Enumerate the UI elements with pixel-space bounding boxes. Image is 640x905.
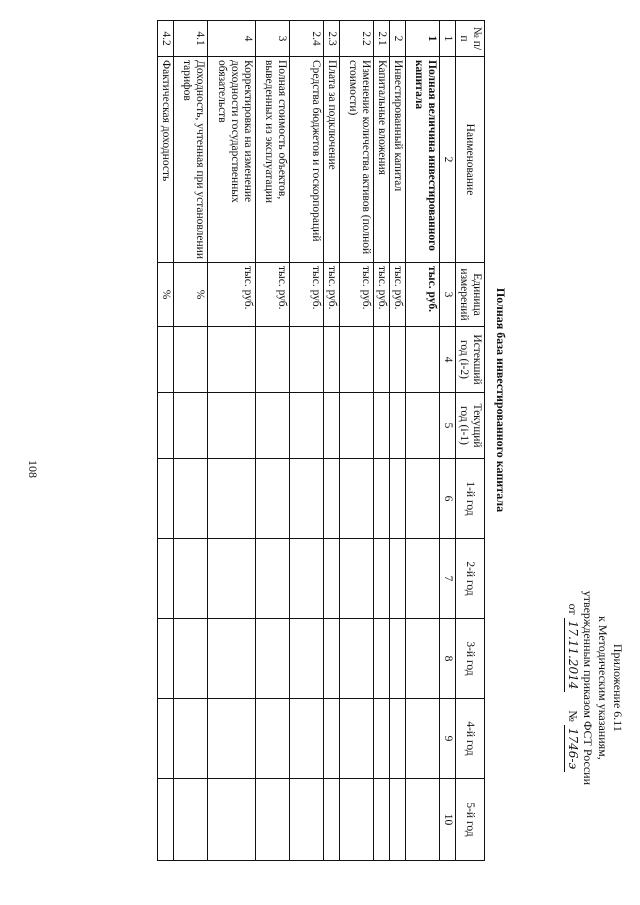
empty-cell	[208, 539, 256, 619]
row-name: Инвестированный капитал	[390, 57, 406, 263]
empty-cell	[406, 779, 440, 861]
empty-cell	[406, 619, 440, 699]
empty-cell	[208, 327, 256, 393]
empty-cell	[374, 393, 390, 459]
row-unit: тыс. руб.	[208, 263, 256, 327]
row-name: Капитальные вложения	[374, 57, 390, 263]
empty-cell	[374, 619, 390, 699]
appendix-date-line	[564, 591, 580, 785]
empty-cell	[174, 393, 208, 459]
header-year-2: 2-й год	[456, 539, 485, 619]
empty-cell	[208, 393, 256, 459]
empty-cell	[290, 393, 324, 459]
empty-cell	[290, 619, 324, 699]
row-unit: %	[174, 263, 208, 327]
empty-cell	[290, 699, 324, 779]
empty-cell	[340, 699, 374, 779]
empty-cell	[256, 539, 290, 619]
row-number: 4.1	[174, 21, 208, 57]
empty-cell	[158, 779, 174, 861]
table-title: Полная база инвестированного капитала	[494, 287, 508, 513]
header-prev-year: Истекший год (i-2)	[456, 327, 485, 393]
empty-cell	[208, 779, 256, 861]
empty-cell	[290, 459, 324, 539]
number-prefix: №	[566, 710, 580, 722]
table-row	[324, 21, 340, 861]
header-name: Наименование	[456, 57, 485, 263]
row-number: 2.4	[290, 21, 324, 57]
row-number: 3	[256, 21, 290, 57]
date-value: 17.11.2014	[564, 618, 580, 693]
empty-cell	[406, 539, 440, 619]
row-unit: %	[158, 263, 174, 327]
date-prefix: от	[566, 603, 580, 615]
empty-cell	[256, 779, 290, 861]
empty-cell	[374, 779, 390, 861]
empty-cell	[406, 459, 440, 539]
empty-cell	[340, 779, 374, 861]
col-number: 10	[440, 779, 456, 861]
empty-cell	[324, 393, 340, 459]
table-row	[158, 21, 174, 861]
empty-cell	[406, 327, 440, 393]
column-number-row	[440, 21, 456, 861]
row-name: Полная стоимость объектов, выведенных из эксплуатации	[256, 57, 290, 263]
col-number: 8	[440, 619, 456, 699]
empty-cell	[324, 539, 340, 619]
empty-cell	[174, 327, 208, 393]
header-current-year: Текущий год (i-1)	[456, 393, 485, 459]
empty-cell	[174, 619, 208, 699]
empty-cell	[390, 459, 406, 539]
empty-cell	[340, 619, 374, 699]
empty-cell	[324, 619, 340, 699]
col-number: 6	[440, 459, 456, 539]
empty-cell	[324, 779, 340, 861]
col-number: 9	[440, 699, 456, 779]
header-year-1: 1-й год	[456, 459, 485, 539]
row-name: Полная величина инвестированного капитала	[406, 57, 440, 263]
empty-cell	[374, 539, 390, 619]
header-n: № п/п	[456, 21, 485, 57]
empty-cell	[324, 459, 340, 539]
empty-cell	[256, 327, 290, 393]
row-number: 1	[406, 21, 440, 57]
row-unit: тыс. руб.	[374, 263, 390, 327]
empty-cell	[340, 459, 374, 539]
number-value: 1746-э	[564, 725, 580, 772]
header-year-4: 4-й год	[456, 699, 485, 779]
empty-cell	[290, 327, 324, 393]
row-number: 4.2	[158, 21, 174, 57]
table-row	[374, 21, 390, 861]
empty-cell	[174, 779, 208, 861]
row-name: Доходность, учтенная при установлении тарифов	[174, 57, 208, 263]
header-year-5: 5-й год	[456, 779, 485, 861]
empty-cell	[256, 619, 290, 699]
empty-cell	[324, 699, 340, 779]
empty-cell	[174, 459, 208, 539]
row-name: Корректировка на изменение доходности государственных обязательств	[208, 57, 256, 263]
header-unit: Единица измерений	[456, 263, 485, 327]
row-unit: тыс. руб.	[340, 263, 374, 327]
table-row	[390, 21, 406, 861]
empty-cell	[256, 699, 290, 779]
empty-cell	[406, 699, 440, 779]
empty-cell	[158, 393, 174, 459]
empty-cell	[340, 539, 374, 619]
col-number: 4	[440, 327, 456, 393]
empty-cell	[256, 459, 290, 539]
col-number: 7	[440, 539, 456, 619]
row-number: 2.1	[374, 21, 390, 57]
table-row	[256, 21, 290, 861]
empty-cell	[158, 619, 174, 699]
appendix-line: Приложение 6.11	[611, 643, 625, 732]
row-unit: тыс. руб.	[256, 263, 290, 327]
empty-cell	[158, 699, 174, 779]
empty-cell	[208, 699, 256, 779]
row-number: 2	[390, 21, 406, 57]
row-name: Изменение количества активов (полной стоимости)	[340, 57, 374, 263]
empty-cell	[406, 393, 440, 459]
empty-cell	[290, 539, 324, 619]
empty-cell	[324, 327, 340, 393]
row-name: Плата за подключение	[324, 57, 340, 263]
empty-cell	[374, 459, 390, 539]
empty-cell	[390, 699, 406, 779]
appendix-line: к Методическим указаниям,	[596, 616, 610, 760]
col-number: 3	[440, 263, 456, 327]
row-number: 2.3	[324, 21, 340, 57]
empty-cell	[208, 619, 256, 699]
table-row	[290, 21, 324, 861]
page-number: 108	[26, 460, 40, 478]
row-unit: тыс. руб.	[390, 263, 406, 327]
row-number: 2.2	[340, 21, 374, 57]
empty-cell	[390, 327, 406, 393]
col-number: 1	[440, 21, 456, 57]
row-unit: тыс. руб.	[290, 263, 324, 327]
table-row	[406, 21, 440, 861]
empty-cell	[390, 619, 406, 699]
empty-cell	[374, 327, 390, 393]
rotated-page-content	[5, 20, 625, 880]
empty-cell	[158, 327, 174, 393]
capital-table	[157, 20, 485, 861]
empty-cell	[174, 539, 208, 619]
header-year-3: 3-й год	[456, 619, 485, 699]
empty-cell	[158, 459, 174, 539]
table-row	[340, 21, 374, 861]
row-name: Средства бюджетов и госкорпораций	[290, 57, 324, 263]
appendix-line: утвержденным приказом ФСТ России	[581, 590, 595, 785]
col-number: 5	[440, 393, 456, 459]
row-unit: тыс. руб.	[324, 263, 340, 327]
empty-cell	[158, 539, 174, 619]
col-number: 2	[440, 57, 456, 263]
appendix-block	[564, 591, 625, 785]
empty-cell	[174, 699, 208, 779]
empty-cell	[390, 539, 406, 619]
header-row	[456, 21, 485, 861]
empty-cell	[390, 779, 406, 861]
empty-cell	[340, 327, 374, 393]
row-number: 4	[208, 21, 256, 57]
row-unit: тыс. руб.	[406, 263, 440, 327]
empty-cell	[340, 393, 374, 459]
table-row	[208, 21, 256, 861]
empty-cell	[256, 393, 290, 459]
empty-cell	[374, 699, 390, 779]
empty-cell	[208, 459, 256, 539]
empty-cell	[390, 393, 406, 459]
empty-cell	[290, 779, 324, 861]
row-name: Фактическая доходность	[158, 57, 174, 263]
table-row	[174, 21, 208, 861]
